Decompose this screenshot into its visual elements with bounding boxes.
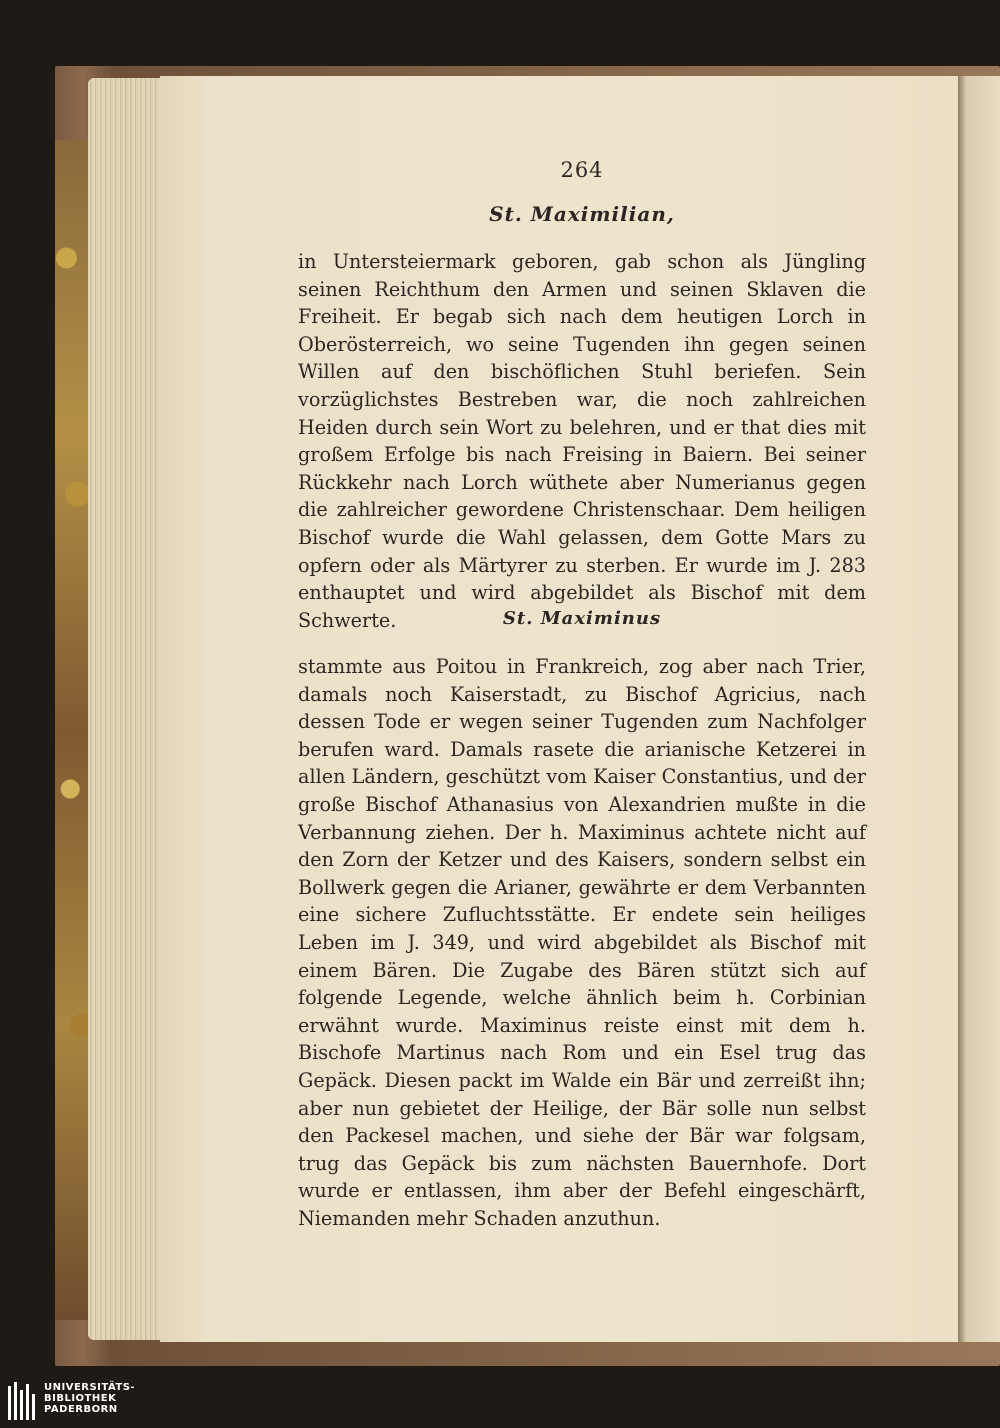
- logo-line-3: PADERBORN: [44, 1404, 118, 1415]
- page-number: 264: [560, 158, 604, 182]
- section-title-maximinus: St. Maximinus: [502, 608, 662, 629]
- section-title-maximilian: St. Maximilian,: [489, 202, 675, 226]
- page-stack-edge: [88, 78, 168, 1340]
- library-logo-icon: [6, 1380, 36, 1422]
- facing-page-edge: [958, 76, 1000, 1342]
- logo-line-1: UNIVERSITÄTS-: [44, 1382, 136, 1393]
- section-text-maximilian: in Untersteiermark geboren, gab schon als Jüngling seinen Reichthum den Armen und seinen Sklaven die Freiheit. Er begab sich nach dem heutigen Lorch in Oberösterreich, wo seine Tugenden ihn gegen seinen Willen auf den bischöflichen Stuhl beriefen. Sein vorzüglichstes Bestreben war, die noch zahlreichen Heiden durch sein Wort zu belehren, und er that dies mit großem Erfolge bis nach Freising in Baiern. Bei seiner Rückkehr nach Lorch wüthete aber Numerianus gegen die zahlreicher gewordene Christenschaar. Dem heiligen Bischof wurde die Wahl gelassen, dem Gotte Mars zu opfern oder als Märtyrer zu sterben. Er wurde im J. 283 enthauptet und wird abgebildet als Bischof mit dem Schwerte.: [298, 250, 866, 632]
- library-logo-text: [44, 1380, 135, 1415]
- logo-line-2: BIBLIOTHEK: [44, 1393, 117, 1404]
- section-text-maximinus: stammte aus Poitou in Frankreich, zog aber nach Trier, damals noch Kaiserstadt, zu Bischof Agricius, nach dessen Tode er wegen seiner Tugenden zum Nachfolger berufen ward. Damals rasete die arianische Ketzerei in allen Ländern, geschützt vom Kaiser Constantius, und der große Bischof Athanasius von Alexandrien mußte in die Verbannung ziehen. Der h. Maximinus achtete nicht auf den Zorn der Ketzer und des Kaisers, sondern selbst ein Bollwerk gegen die Arianer, gewährte er dem Verbannten eine sichere Zufluchtsstätte. Er endete sein heiliges Leben im J. 349, und wird abgebildet als Bischof mit einem Bären. Die Zugabe des Bären stützt sich auf folgende Legende, welche ähnlich beim h. Corbinian erwähnt wurde. Maximinus reiste einst mit dem h. Bischofe Martinus nach Rom und ein Esel trug das Gepäck. Diesen packt im Walde ein Bär und zerreißt ihn; aber nun gebietet der Heilige, der Bär solle nun selbst den Packesel machen, und siehe der Bär war folgsam, trug das Gepäck bis zum nächsten Bauernhofe. Dort wurde er entlassen, ihm aber der Befehl eingeschärft, Niemanden mehr Schaden anzuthun.: [298, 655, 866, 1230]
- library-logo: [6, 1380, 156, 1422]
- page-content: [298, 150, 866, 1230]
